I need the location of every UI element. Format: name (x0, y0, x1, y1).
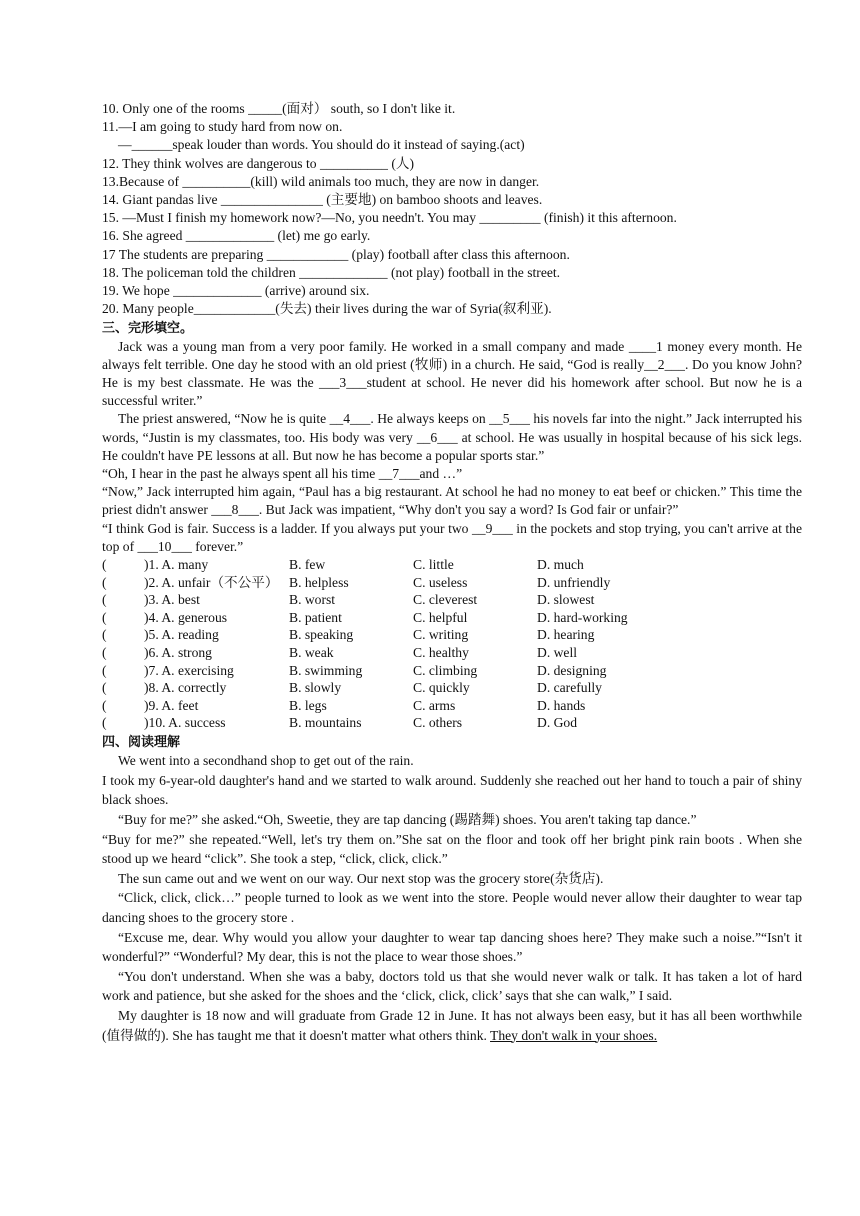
option-a: )6. A. strong (144, 645, 212, 661)
cloze-paragraph: “Now,” Jack interrupted him again, “Paul has a big restaurant. At school he had no money to eat beef or chicken.” This time the priest didn't answer ___8___. But Jack was impatient, “Why don't you say a word? Is God fair or unfair?” (102, 484, 802, 518)
option-a: )1. A. many (144, 557, 209, 573)
reading-final-text: My daughter is 18 now and will graduate from Grade 12 in June. It has not always been easy, but it has all been worthwhile (值得做的). She has taught me that it doesn't matter what others think. (102, 1007, 802, 1043)
reading-paragraph: We went into a secondhand shop to get out of the rain. (118, 753, 414, 769)
option-d: D. hard-working (537, 609, 628, 625)
option-row-2 (102, 574, 802, 592)
option-row-10 (102, 714, 802, 732)
option-c: C. useless (413, 574, 468, 590)
question-11-reply: —______speak louder than words. You should do it instead of saying.(act) (118, 137, 525, 153)
reading-paragraph: “Excuse me, dear. Why would you allow your daughter to wear tap dancing shoes here? They make such a noise.”“Isn't it wonderful?” “Wonderful? My dear, this is not the place to wear those shoes.” (102, 929, 802, 965)
option-c: C. healthy (413, 645, 469, 661)
option-d: D. carefully (537, 680, 602, 696)
option-b: B. few (289, 557, 326, 573)
answer-bracket: ( (102, 715, 107, 731)
option-c: C. climbing (413, 662, 478, 678)
option-a: )3. A. best (144, 592, 200, 608)
question-19: 19. We hope _____________ (arrive) around six. (102, 283, 370, 299)
cloze-paragraph: “Oh, I hear in the past he always spent all his time __7___and …” (102, 466, 463, 482)
question-17: 17 The students are preparing ____________ (play) football after class this afternoon. (102, 246, 570, 262)
option-a: )9. A. feet (144, 697, 199, 713)
question-11: 11.—I am going to study hard from now on. (102, 119, 343, 135)
option-d: D. well (537, 645, 578, 661)
answer-bracket: ( (102, 662, 107, 678)
option-b: B. legs (289, 697, 327, 713)
option-row-5 (102, 626, 802, 644)
answer-bracket: ( (102, 574, 107, 590)
question-16: 16. She agreed _____________ (let) me go early. (102, 228, 371, 244)
option-c: C. writing (413, 627, 469, 643)
section-3-heading: 三、完形填空。 (102, 320, 194, 336)
reading-passage (102, 751, 802, 1045)
reading-final-paragraph (102, 1006, 802, 1045)
option-a: )8. A. correctly (144, 680, 227, 696)
option-b: B. worst (289, 592, 336, 608)
option-c: C. little (413, 557, 454, 573)
answer-bracket: ( (102, 592, 107, 608)
option-row-6 (102, 644, 802, 662)
option-a: )4. A. generous (144, 609, 228, 625)
reading-paragraph: “Buy for me?” she repeated.“Well, let's try them on.”She sat on the floor and took off her bright pink rain boots . When she stood up we heard “click”. She took a step, “click, click, click.” (102, 831, 802, 867)
option-d: D. slowest (537, 592, 595, 608)
option-c: C. helpful (413, 609, 468, 625)
cloze-options-table (102, 556, 802, 732)
option-d: D. designing (537, 662, 607, 678)
option-b: B. slowly (289, 680, 342, 696)
option-b: B. patient (289, 609, 342, 625)
fill-in-section (102, 100, 802, 318)
option-row-9 (102, 697, 802, 715)
option-c: C. cleverest (413, 592, 478, 608)
reading-paragraph: The sun came out and we went on our way. Our next stop was the grocery store(杂货店). (118, 870, 604, 886)
option-d: D. God (537, 715, 578, 731)
option-d: D. much (537, 557, 584, 573)
cloze-paragraph: The priest answered, “Now he is quite __4___. He always keeps on __5___ his novels far into the night.” Jack interrupted his words, “Justin is my classmates, too. His body was very __6___ at school. He was usually in hospital because of his sick legs. He couldn't have PE lessons at all. But now he has become a popular sports star.” (102, 411, 802, 463)
option-d: D. hearing (537, 627, 595, 643)
underlined-sentence: They don't walk in your shoes. (490, 1027, 658, 1043)
question-13: 13.Because of __________(kill) wild animals too much, they are now in danger. (102, 173, 540, 189)
option-a: )2. A. unfair（不公平） (144, 574, 279, 590)
question-10: 10. Only one of the rooms _____(面对） south, so I don't like it. (102, 101, 456, 116)
question-18: 18. The policeman told the children _____________ (not play) football in the street. (102, 264, 561, 280)
answer-bracket: ( (102, 557, 107, 573)
option-c: C. others (413, 715, 463, 731)
option-d: D. hands (537, 697, 586, 713)
option-row-7 (102, 662, 802, 680)
option-a: )7. A. exercising (144, 662, 234, 678)
option-row-8 (102, 679, 802, 697)
question-12: 12. They think wolves are dangerous to __________ (人) (102, 155, 414, 171)
answer-bracket: ( (102, 680, 107, 696)
cloze-passage (102, 338, 802, 556)
answer-bracket: ( (102, 627, 107, 643)
option-b: B. swimming (289, 662, 363, 678)
answer-bracket: ( (102, 697, 107, 713)
question-15: 15. —Must I finish my homework now?—No, you needn't. You may _________ (finish) it this afternoon. (102, 210, 677, 226)
answer-bracket: ( (102, 609, 107, 625)
option-b: B. weak (289, 645, 334, 661)
option-b: B. helpless (289, 574, 349, 590)
question-14: 14. Giant pandas live _______________ (主要地) on bamboo shoots and leaves. (102, 192, 543, 208)
option-c: C. quickly (413, 680, 470, 696)
option-row-3 (102, 591, 802, 609)
worksheet-content (102, 100, 802, 1045)
section-4-heading: 四、阅读理解 (102, 734, 181, 750)
reading-paragraph: “You don't understand. When she was a baby, doctors told us that she would never walk or talk. It has taken a lot of hard work and patience, but she asked for the shoes and the ‘click, click, click’ says that she can walk,” I said. (102, 968, 802, 1004)
reading-paragraph: “Click, click, click…” people turned to look as we went into the store. People would never allow their daughter to wear tap dancing shoes to the grocery store . (102, 890, 802, 925)
cloze-paragraph: “I think God is fair. Success is a ladder. If you always put your two __9___ in the pockets and stop trying, you can't arrive at the top of ___10___ forever.” (102, 520, 802, 554)
option-c: C. arms (413, 697, 456, 713)
option-row-4 (102, 609, 802, 627)
option-row-1 (102, 556, 802, 574)
option-a: )5. A. reading (144, 627, 219, 643)
question-20: 20. Many people____________(失去) their lives during the war of Syria(叙利亚). (102, 301, 552, 317)
option-b: B. mountains (289, 715, 362, 731)
option-d: D. unfriendly (537, 574, 611, 590)
option-a: )10. A. success (144, 715, 226, 731)
reading-paragraph: “Buy for me?” she asked.“Oh, Sweetie, they are tap dancing (踢踏舞) shoes. You aren't taking tap dance.” (118, 812, 697, 827)
cloze-paragraph: Jack was a young man from a very poor family. He worked in a small company and made ____1 money every month. He always felt terrible. One day he stood with an old priest (牧师) in a church. He said, “God is really__2___. Do you know John? He is my best classmate. He was the ___3___student at school. He never did his homework after school. But now he is a successful writer.” (102, 338, 802, 409)
reading-paragraph: I took my 6-year-old daughter's hand and we started to walk around. Suddenly she reached out her hand to touch a pair of shiny black shoes. (102, 772, 802, 808)
option-b: B. speaking (289, 627, 354, 643)
answer-bracket: ( (102, 645, 107, 661)
